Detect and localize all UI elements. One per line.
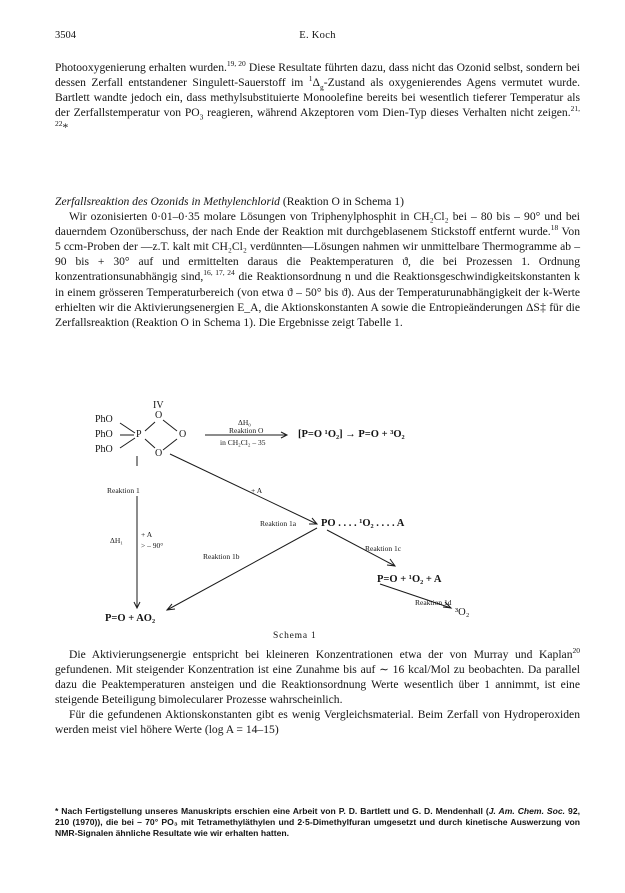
- reaktion-1-label: Reaktion 1: [107, 486, 140, 495]
- bond-p-otop: [145, 422, 155, 431]
- product-top: [P=O ¹O₂] → P=O + ³O₂: [298, 429, 405, 440]
- reaktion-1b-label: Reaktion 1b: [203, 552, 240, 561]
- section-title-rest: (Reaktion O in Schema 1): [279, 195, 404, 208]
- temp-left: > – 90°: [141, 541, 164, 550]
- pho-bot: PhO: [95, 444, 113, 455]
- footnote-marker: *: [62, 121, 69, 135]
- page-header: [55, 30, 580, 46]
- bond-otop-oright: [163, 420, 177, 431]
- arrow-reaktion-1a: [170, 454, 317, 524]
- pho-top: PhO: [95, 414, 113, 425]
- section-text-2: Von 5 ccm-Proben der —z.T. kalt mit CH₂Cl₂ verdünnten—Lösungen nahmen wir unmittelbare Thermogramme ab – 90 bis + 30° auf und ermittelten daraus die Peaktemperaturen ϑ, die bei Prozessen 1. Ordnung konzentrationsunabhängig sind,: [55, 225, 580, 284]
- bond-pho-top: [120, 423, 135, 433]
- discussion-cite-1: 20: [572, 646, 580, 656]
- discussion-paragraph-2: [55, 707, 580, 737]
- section-paragraph: [55, 209, 580, 330]
- section-text-1: Wir ozonisierten 0·01–0·35 molare Lösungen von Triphenylphosphit in CH₂Cl₂ bei – 80 bis – 90° und bei dauerndem Ozonüberschuss, der nach Ende der Reaktion mit durchgeblasenem Stickstoff entfernt wurde.: [55, 210, 580, 239]
- section-heading: [55, 194, 580, 209]
- iv-label: IV: [153, 400, 164, 411]
- intro-text-4: reagieren, während Akzeptoren vom Dien-Typ dieses Verhalten nicht zeigen.: [203, 106, 571, 120]
- section-block: [55, 194, 580, 330]
- intro-text-2: Diese Resultate führten dazu, dass nicht das Ozonid selbst, sondern bei dessen Zerfall entstandener Singulett-Sauerstoff im: [55, 61, 581, 90]
- solvent-label: in CH₂Cl₂ – 35: [220, 438, 266, 447]
- footnote-journal: J. Am. Chem. Soc.: [488, 806, 566, 816]
- dh1-label: ΔH₁: [110, 536, 123, 545]
- po-complex: PO . . . . ¹O₂ . . . . A: [321, 518, 405, 529]
- bond-pho-bot: [120, 438, 135, 448]
- oxygen-right: O: [179, 429, 187, 440]
- intro-text-1: Photooxygenierung erhalten wurden.: [55, 61, 227, 74]
- section-cite-1: 18: [550, 223, 559, 233]
- discussion-text-3: Für die gefundenen Aktionskonstanten gibt es wenig Vergleichsmaterial. Beim Zerfall von Hydroperoxiden werden meist viel höhere Werte (log A = 14–15): [55, 708, 580, 737]
- footnote-text-2: 92, 210 (1970)), die bei – 70° PO₃ mit Tetramethyläthylen und 2·5-Dimethylfuran umgesetzt und durch kinetische Auswerzung von NMR-Signalen ähnliche Resultate wie wir erhalten hatten.: [55, 806, 580, 839]
- delta-sup: 1: [308, 74, 313, 84]
- delta-symbol: Δ: [312, 76, 320, 90]
- intro-cite-2: 21, 22: [55, 104, 580, 129]
- footnote-text-1: * Nach Fertigstellung unseres Manuskripts erschien eine Arbeit von P. D. Bartlett und G. D. Mendenhall (: [55, 806, 489, 816]
- phosphorus-atom: P: [136, 429, 142, 440]
- reaktion-1d-label: Reaktion 1d: [415, 598, 452, 607]
- arrowhead-reaktion-1b: [167, 604, 175, 610]
- product-1c: P=O + ¹O₂ + A: [377, 574, 442, 585]
- intro-paragraph: [55, 60, 580, 135]
- arrow-reaktion-1b: [167, 528, 317, 610]
- product-bottom: P=O + AO₂: [105, 613, 156, 624]
- reaktion-1a-label: Reaktion 1a: [260, 519, 297, 528]
- discussion-paragraph-1: [55, 647, 580, 707]
- page-number: 3504: [55, 30, 76, 41]
- running-author: E. Koch: [299, 30, 336, 41]
- bond-p-obot: [145, 439, 155, 448]
- o2-triplet: ³O₂: [455, 607, 470, 618]
- plus-a-left: + A: [141, 530, 153, 539]
- pho-mid: PhO: [95, 429, 113, 440]
- delta-sub: g: [320, 82, 324, 92]
- oxygen-bottom: O: [155, 448, 163, 459]
- reaktion-1c-label: Reaktion 1c: [365, 544, 402, 553]
- discussion-text-1: Die Aktivierungsenergie entspricht bei kleineren Konzentrationen etwa der von Murray und Kaplan: [69, 648, 573, 661]
- dh0-label: ΔH₀: [238, 418, 251, 427]
- oxygen-top: O: [155, 410, 163, 421]
- footnote: [55, 806, 580, 840]
- reaction-scheme: [55, 398, 580, 643]
- discussion-block: [55, 647, 580, 738]
- section-title-italic: Zerfallsreaktion des Ozonids in Methylenchlorid: [55, 195, 280, 208]
- po-sub: 3: [199, 112, 204, 122]
- section-text-3: die Reaktionsordnung n und die Reaktionsgeschwindigkeitskonstanten k in einem grösseren Temperaturbereich (von etwa ϑ – 50° bis ϑ). Aus der Temperaturunabhängigkeit der k-Werte erhielten wir die Aktivierungsenergien E_A, die Aktionskonstanten A sowie die Entropieänderungen ΔS‡ für die Zerfallsreaktion (Reaktion O in Schema 1). Die Ergebnisse zeigt Tabelle 1.: [55, 270, 580, 329]
- section-cite-2: 16, 17, 24: [203, 268, 235, 278]
- intro-cite-1: 19, 20: [226, 59, 246, 69]
- bond-obot-oright: [163, 439, 177, 450]
- intro-text-3: -Zustand als oxygenierendes Agens vermutet wurde. Bartlett wandte jedoch ein, dass methylsubstituierte Monoolefine bereits bei wesentlich tieferer Temperatur als der Zerfallstemperatur von PO: [55, 76, 580, 120]
- scheme-caption: Schema 1: [273, 631, 317, 641]
- plus-a-top: + A: [251, 486, 263, 495]
- reaktion-o-label: Reaktion O: [229, 426, 264, 435]
- discussion-text-2: gefundenen. Mit steigender Konzentration ist eine Zunahme bis auf ∼ 16 kcal/Mol zu beobachten. Da parallel dazu die Peaktemperaturen ansteigen und die Reaktionsordnung Werte wesentlich über 1 annimmt, ist eine steigende Beteiligung bimolecularer Prozesse wahrscheinlich.: [55, 663, 580, 707]
